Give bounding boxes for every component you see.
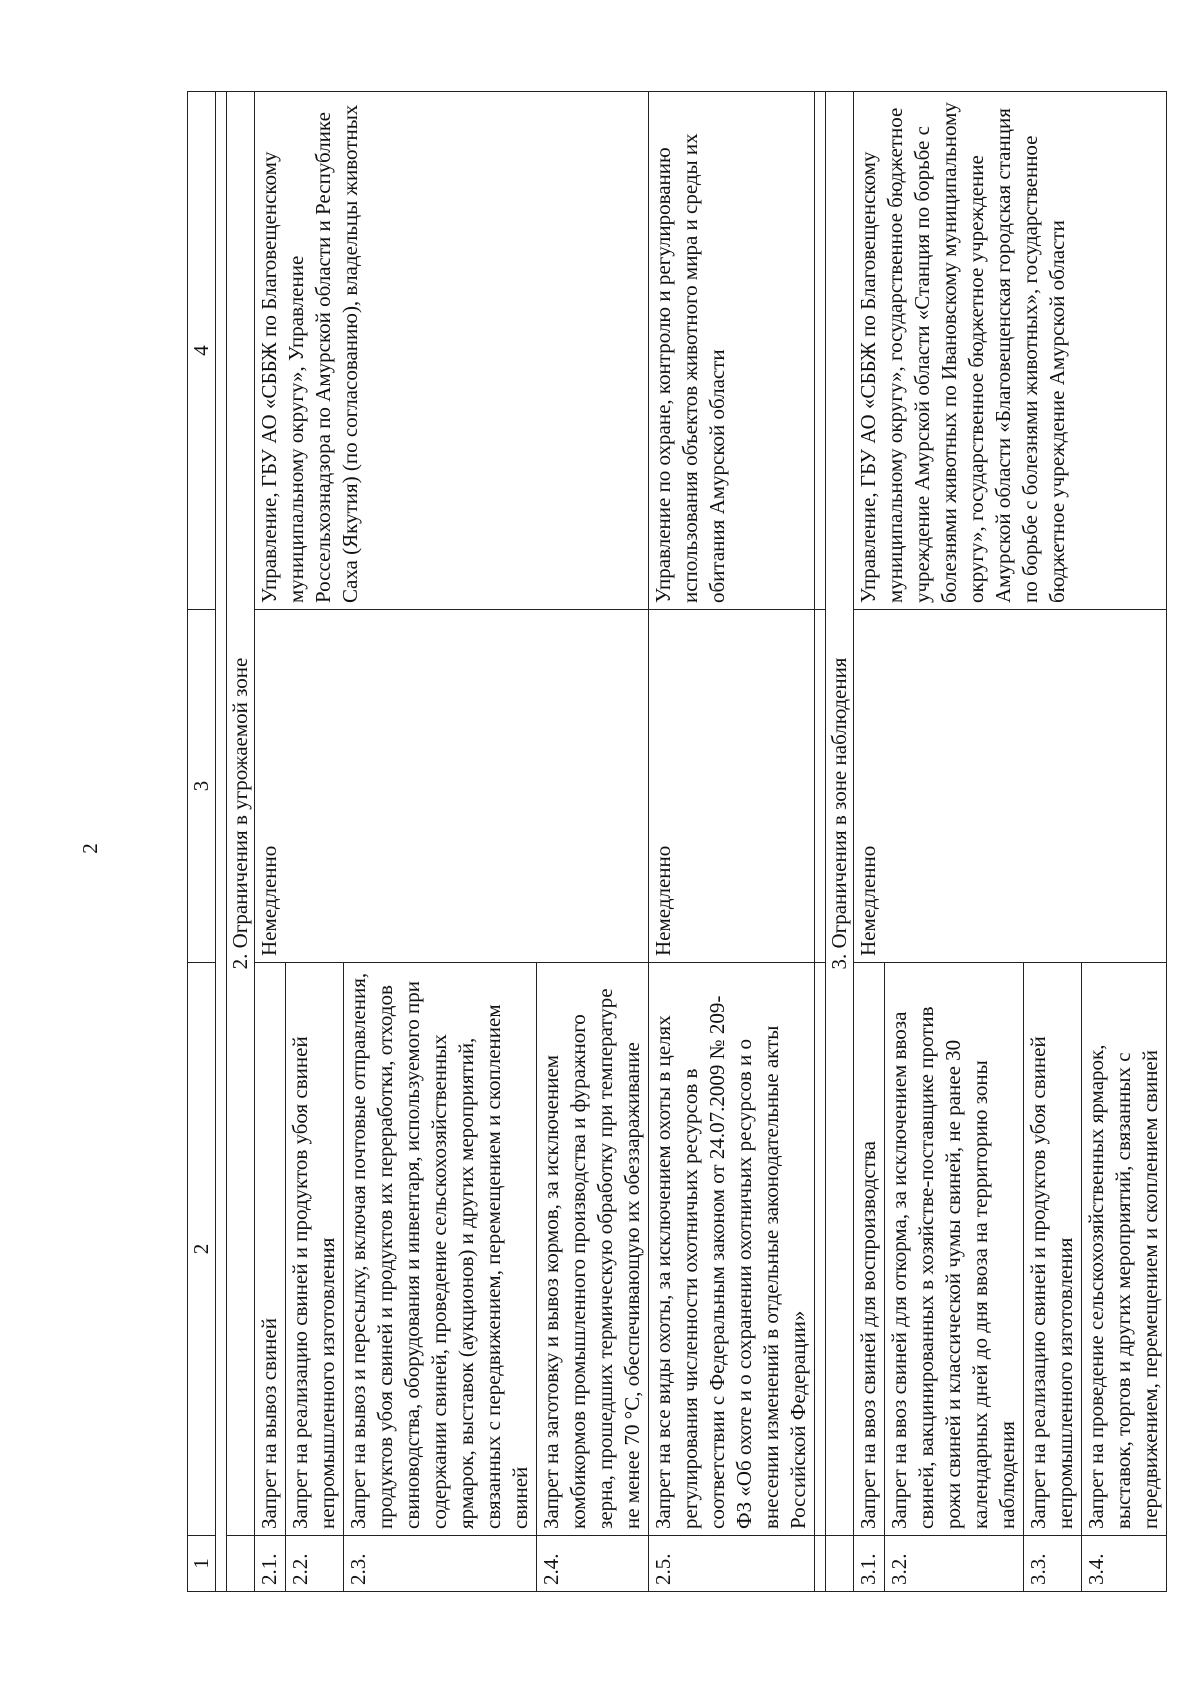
measure-text: Запрет на вывоз и пересылку, включая почтовые отправления, продуктов убоя свиней и продуктов их переработки, отходов свиноводства, оборудования и инвентаря, используемого при содержании свиней, проведение сельскохозяйственных ярмарок, выставок (аукционов) и других мероприятий, связанных с передвижением, перемещением и скоплением свиней: [344, 963, 537, 1536]
row-number: 3.3.: [1024, 1536, 1082, 1592]
measures-table: [187, 91, 1167, 1592]
measure-text: Запрет на ввоз свиней для откорма, за исключением ввоза свиней, вакцинированных в хозяйстве-поставщике против рожи свиней и классической чумы свиней, не ранее 30 календарных дней до дня ввоза на территорию зоны наблюдения: [885, 963, 1024, 1536]
column-header: 1: [188, 1536, 216, 1592]
page-number: 2: [77, 843, 102, 854]
rotated-page: [187, 92, 1200, 1592]
measure-text: Запрет на реализацию свиней и продуктов убоя свиней непромышленного изготовления: [286, 963, 344, 1536]
row-number: 2.1.: [255, 1536, 286, 1592]
measure-text: Запрет на все виды охоты, за исключением охоты в целях регулирования численности охотничьих ресурсов в соответствии с Федеральным законом от 24.07.2009 № 209-ФЗ «Об охоте и о сохранении охотничьих ресурсов и о внесении изменений в отдельные законодательные акты Российской Федерации»: [649, 963, 815, 1536]
deadline-cell: Немедленно: [255, 610, 649, 963]
measure-text: Запрет на проведение сельскохозяйственных ярмарок, выставок, торгов и других мероприятий, связанных с передвижением, перемещением и скоплением свиней: [1082, 963, 1167, 1536]
spacer-row: [815, 92, 826, 1592]
row-number: 2.2.: [286, 1536, 344, 1592]
deadline-cell: Немедленно: [854, 610, 1167, 963]
row-number: 3.1.: [854, 1536, 885, 1592]
responsible-cell: Управление по охране, контролю и регулированию использования объектов животного мира и среды их обитания Амурской области: [649, 92, 815, 610]
responsible-cell: Управление, ГБУ АО «СББЖ по Благовещенскому муниципальному округу», Управление Россельхознадзора по Амурской области и Республике Саха (Якутия) (по согласованию), владельцы животных: [255, 92, 649, 610]
section-title: 3. Ограничения в зоне наблюдения: [826, 92, 854, 1536]
table-row: [854, 92, 885, 1592]
responsible-cell: Управление, ГБУ АО «СББЖ по Благовещенскому муниципальному округу», государственное бюджетное учреждение Амурской области «Станция по борьбе с болезнями животных по Ивановскому муниципальному округу», государственное бюджетное учреждение Амурской области «Благовещенская городская станция по борьбе с болезнями животных», государственное бюджетное учреждение Амурской области: [854, 92, 1167, 610]
column-header: 3: [188, 610, 216, 963]
row-number: 2.4.: [537, 1536, 649, 1592]
section-header-row: [826, 92, 854, 1592]
measure-text: Запрет на заготовку и вывоз кормов, за исключением комбикормов промышленного производства и фуражного зерна, прошедших термическую обработку при температуре не менее 70 °С, обеспечивающую их обеззараживание: [537, 963, 649, 1536]
measure-text: Запрет на вывоз свиней: [255, 963, 286, 1536]
row-number: 2.5.: [649, 1536, 815, 1592]
row-number: 3.4.: [1082, 1536, 1167, 1592]
section-title: 2. Ограничения в угрожаемой зоне: [227, 92, 255, 1536]
table-row: [649, 92, 815, 1592]
measure-text: Запрет на ввоз свиней для воспроизводства: [854, 963, 885, 1536]
column-number-row: [188, 92, 216, 1592]
measure-text: Запрет на реализацию свиней и продуктов убоя свиней непромышленного изготовления: [1024, 963, 1082, 1536]
spacer-row: [216, 92, 227, 1592]
deadline-cell: Немедленно: [649, 610, 815, 963]
column-header: 4: [188, 92, 216, 610]
row-number: 3.2.: [885, 1536, 1024, 1592]
section-header-row: [227, 92, 255, 1592]
table-row: [255, 92, 286, 1592]
column-header: 2: [188, 963, 216, 1536]
row-number: 2.3.: [344, 1536, 537, 1592]
